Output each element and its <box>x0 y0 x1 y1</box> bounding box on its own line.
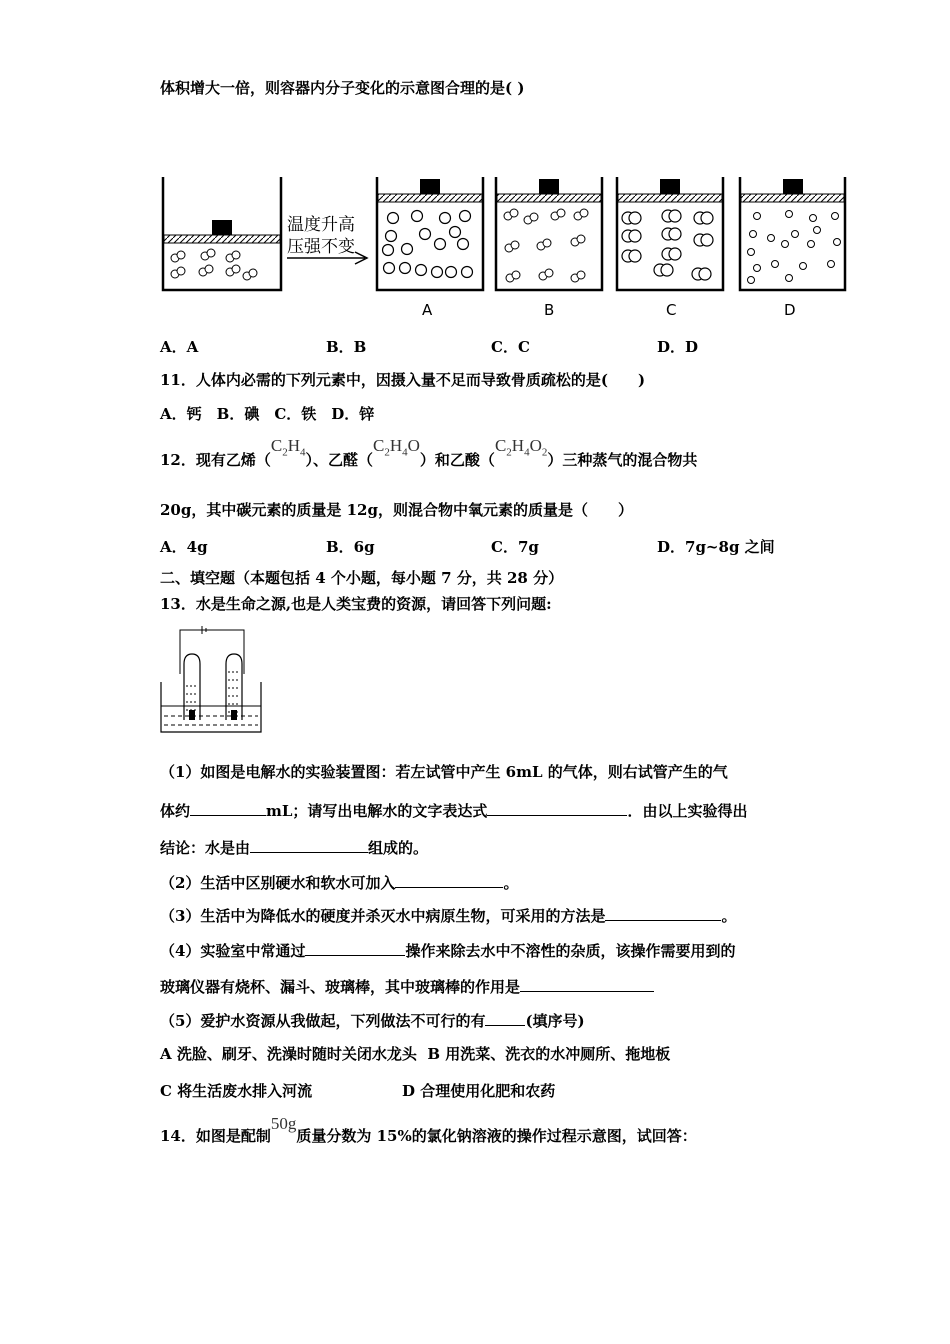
q13-part1-line2: 体约 mL；请写出电解水的文字表达式 ．由以上实验得出 <box>160 802 748 820</box>
q12-option-a: A．4g <box>160 538 208 556</box>
q13-stem: 13．水是生命之源,也是人类宝费的资源，请回答下列问题: <box>160 595 552 613</box>
section2-title: 二、填空题（本题包括 4 个小题，每小题 7 分，共 28 分） <box>160 569 564 587</box>
formula-acetic-acid: $C_2H_4O_2$ <box>494 436 548 459</box>
q13-part5: （5）爱护水资源从我做起，下列做法不可行的有 (填序号) <box>160 1012 585 1030</box>
q12-option-c: C．7g <box>491 538 539 556</box>
container-c <box>617 177 723 290</box>
q12-stem-line1: 12．现有乙烯$(C_2H_4)$、乙醛$(C_2H_4O)$和乙酸$(C_2H_4O_2)$三种蒸气的混合物共 <box>160 436 698 469</box>
formula-ethylene: $C_2H_4$ <box>270 436 306 459</box>
q13-option-d: D 合理使用化肥和农药 <box>402 1082 556 1100</box>
container-a <box>377 177 483 290</box>
q10-figure <box>155 172 855 322</box>
q10-option-d: D．D <box>657 338 699 356</box>
panel-label-b: B <box>544 301 555 319</box>
answer-blank[interactable] <box>520 976 654 992</box>
panel-label-a: A <box>422 301 433 319</box>
q13-part3: （3）生活中为降低水的硬度并杀灭水中病原生物，可采用的方法是 。 <box>160 907 737 925</box>
q13-part1-line1: （1）如图是电解水的实验装置图：若左试管中产生 6mL 的气体，则右试管产生的气 <box>160 763 728 781</box>
q10-stem: 体积增大一倍，则容器内分子变化的示意图合理的是( ) <box>160 79 525 97</box>
answer-blank[interactable] <box>190 800 266 816</box>
q10-option-a: A．A <box>160 338 199 356</box>
arrow-label-2: 压强不变 <box>287 237 355 257</box>
q12-option-d: D．7g~8g 之间 <box>657 538 775 556</box>
formula-acetaldehyde: $C_2H_4O$ <box>373 436 420 459</box>
initial-container <box>163 177 281 290</box>
q14-mass: 50g <box>270 1114 297 1133</box>
answer-blank[interactable] <box>395 872 503 888</box>
panel-label-d: D <box>784 301 796 319</box>
arrow-label-1: 温度升高 <box>287 215 355 235</box>
q12-option-b: B．6g <box>326 538 375 556</box>
container-d <box>740 177 845 290</box>
q10-option-b: B．B <box>326 338 367 356</box>
q13-part4-line2: 玻璃仪器有烧杯、漏斗、玻璃棒，其中玻璃棒的作用是 <box>160 976 654 997</box>
q12-stem-line2: 20g，其中碳元素的质量是 12g，则混合物中氧元素的质量是（ ） <box>160 501 633 519</box>
q10-option-c: C．C <box>491 338 530 356</box>
q13-option-c: C 将生活废水排入河流 <box>160 1082 313 1100</box>
answer-blank[interactable] <box>305 940 405 956</box>
q11-stem: 11．人体内必需的下列元素中，因摄入量不足而导致骨质疏松的是( ) <box>160 371 646 389</box>
container-b <box>496 177 602 290</box>
panel-label-c: C <box>666 301 677 319</box>
q13-part2: （2）生活中区别硬水和软水可加入 。 <box>160 874 519 892</box>
q13-part4-line1: （4）实验室中常通过 操作来除去水中不溶性的杂质，该操作需要用到的 <box>160 942 736 960</box>
answer-blank[interactable] <box>485 1010 525 1026</box>
answer-blank[interactable] <box>487 800 627 816</box>
q13-part1-line3: 结论：水是由 组成的。 <box>160 839 429 857</box>
q11-options: A．钙 B．碘 C．铁 D．锌 <box>160 405 375 423</box>
answer-blank[interactable] <box>250 837 368 853</box>
electrolysis-apparatus <box>158 624 264 736</box>
q14-stem: 14．如图是配制50g质量分数为 15%的氯化钠溶液的操作过程示意图，试回答： <box>160 1114 697 1145</box>
answer-blank[interactable] <box>605 905 721 921</box>
q13-part5-options-row1: A 洗脸、刷牙、洗澡时随时关闭水龙头 B 用洗菜、洗衣的水冲厕所、拖地板 <box>160 1045 671 1063</box>
